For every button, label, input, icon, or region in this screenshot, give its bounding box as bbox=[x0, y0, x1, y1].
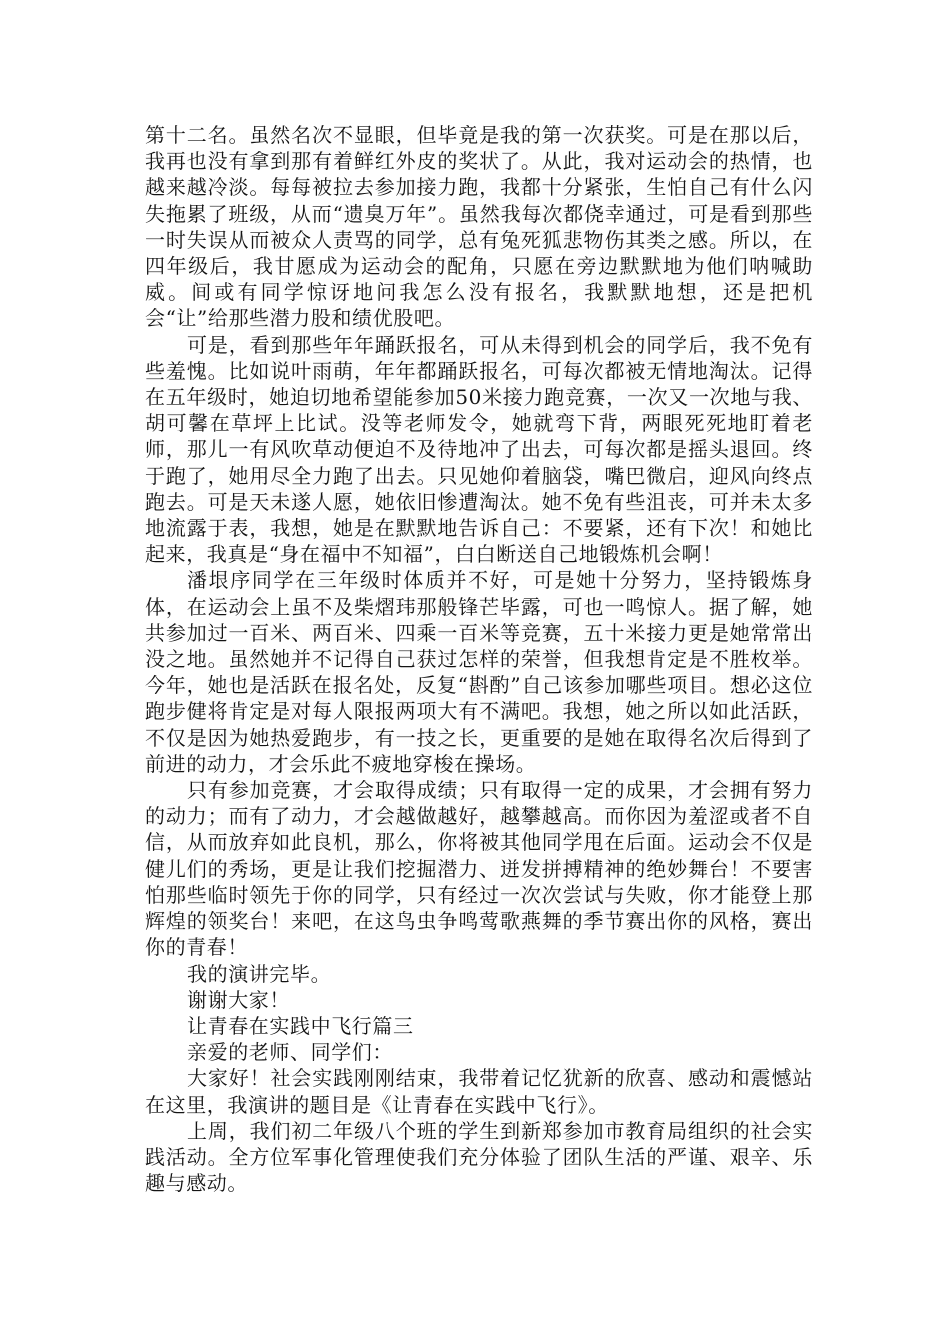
paragraph: 潘垠序同学在三年级时体质并不好，可是她十分努力，坚持锻炼身体，在运动会上虽不及柴熠玮那般锋芒毕露，可也一鸣惊人。据了解，她共参加过一百米、两百米、四乘一百米等竞赛，五十米接力更是她常常出没之地。虽然她并不记得自己获过怎样的荣誉，但我想肯定是不胜枚举。今年，她也是活跃在报名处，反复“斟酌”自己该参加哪些项目。想必这位跑步健将肯定是对每人限报两项大有不满吧。我想，她之所以如此活跃，不仅是因为她热爱跑步，有一技之长，更重要的是她在取得名次后得到了前进的动力，才会乐此不疲地穿梭在操场。 bbox=[145, 568, 813, 776]
paragraph: 可是，看到那些年年踊跃报名，可从未得到机会的同学后，我不免有些羞愧。比如说叶雨萌，年年都踊跃报名，可每次都被无情地淘汰。记得在五年级时，她迫切地希望能参加50米接力跑竞赛，一次又一次地与我、胡可馨在草坪上比试。没等老师发令，她就弯下背，两眼死死地盯着老师，那儿一有风吹草动便迫不及待地冲了出去，可每次都是摇头退回。终于跑了，她用尽全力跑了出去。只见她仰着脑袋，嘴巴微启，迎风向终点跑去。可是天未遂人愿，她依旧惨遭淘汰。她不免有些沮丧，可并未太多地流露于表，我想，她是在默默地告诉自己：不要紧，还有下次！和她比起来，我真是“身在福中不知福”，白白断送自己地锻炼机会啊！ bbox=[145, 332, 813, 567]
thanks-line: 谢谢大家！ bbox=[187, 987, 290, 1012]
document-body bbox=[145, 122, 813, 1196]
closing-line: 我的演讲完毕。 bbox=[187, 961, 332, 986]
salutation: 亲爱的老师、同学们： bbox=[187, 1040, 393, 1065]
paragraph: 大家好！社会实践刚刚结束，我带着记忆犹新的欣喜、感动和震憾站在这里，我演讲的题目是《让青春在实践中飞行》。 bbox=[145, 1066, 813, 1117]
section-title: 让青春在实践中飞行篇三 bbox=[187, 1013, 414, 1038]
paragraph: 第十二名。虽然名次不显眼，但毕竟是我的第一次获奖。可是在那以后，我再也没有拿到那有着鲜红外皮的奖状了。从此，我对运动会的热情，也越来越冷淡。每每被拉去参加接力跑，我都十分紧张，生怕自己有什么闪失拖累了班级，从而“遗臭万年”。虽然我每次都侥幸通过，可是看到那些一时失误从而被众人责骂的同学，总有兔死狐悲物伤其类之感。所以，在四年级后，我甘愿成为运动会的配角，只愿在旁边默默地为他们呐喊助威。间或有同学惊讶地问我怎么没有报名，我默默地想，还是把机会“让”给那些潜力股和绩优股吧。 bbox=[145, 123, 813, 331]
paragraph: 只有参加竞赛，才会取得成绩；只有取得一定的成果，才会拥有努力的动力；而有了动力，才会越做越好，越攀越高。而你因为羞涩或者不自信，从而放弃如此良机，那么，你将被其他同学甩在后面。运动会不仅是健儿们的秀场，更是让我们挖掘潜力、迸发拼搏精神的绝妙舞台！不要害怕那些临时领先于你的同学，只有经过一次次尝试与失败，你才能登上那辉煌的领奖台！来吧，在这鸟虫争鸣莺歌燕舞的季节赛出你的风格，赛出你的青春！ bbox=[145, 778, 813, 960]
paragraph: 上周，我们初二年级八个班的学生到新郑参加市教育局组织的社会实践活动。全方位军事化管理使我们充分体验了团队生活的严谨、艰辛、乐趣与感动。 bbox=[145, 1118, 813, 1196]
